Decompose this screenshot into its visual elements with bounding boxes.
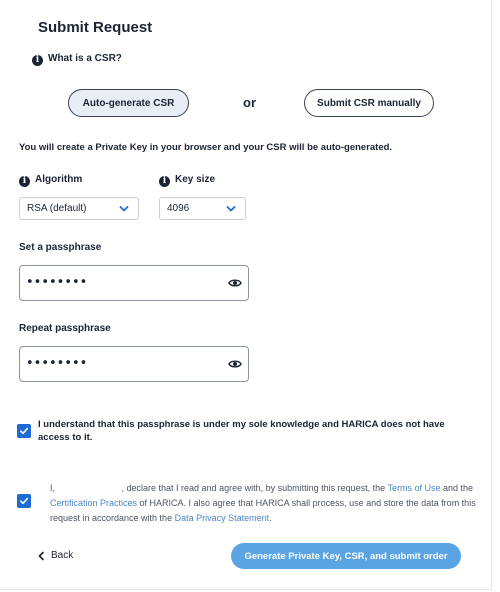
algorithm-selected-value: RSA (default) <box>27 203 87 214</box>
back-button[interactable] <box>37 550 73 561</box>
check-icon <box>19 426 29 436</box>
terms-of-use-link[interactable]: Terms of Use <box>387 483 441 493</box>
declaration-checkbox[interactable] <box>17 494 31 508</box>
declaration-part-4: of HARICA. I also agree that HARICA shall process, use and store the data from this request in accordance with the <box>50 498 476 523</box>
declaration-part-3: and the <box>440 483 474 493</box>
repeat-passphrase-value: •••••••• <box>26 356 88 371</box>
or-separator: or <box>243 95 256 110</box>
certification-practices-link[interactable]: Certification Practices <box>50 498 138 508</box>
algorithm-label-row <box>19 174 82 187</box>
passphrase-input[interactable] <box>19 265 249 301</box>
auto-generate-description: You will create a Private Key in your browser and your CSR will be auto-generated. <box>19 142 393 153</box>
info-icon: i <box>19 176 30 187</box>
key-size-selected-value: 4096 <box>167 203 190 214</box>
algorithm-select[interactable] <box>19 197 139 220</box>
acknowledge-checkbox[interactable] <box>17 424 31 438</box>
declaration-part-5: . <box>269 513 272 523</box>
key-size-select[interactable] <box>159 197 246 220</box>
submit-csr-manually-button[interactable]: Submit CSR manually <box>304 89 434 117</box>
chevron-down-icon <box>226 204 236 214</box>
eye-icon[interactable] <box>228 358 242 370</box>
passphrase-label: Set a passphrase <box>19 242 102 253</box>
eye-icon[interactable] <box>228 277 242 289</box>
check-icon <box>19 496 29 506</box>
auto-generate-csr-button[interactable]: Auto-generate CSR <box>68 89 189 117</box>
declaration-part-1: I, <box>50 483 58 493</box>
repeat-passphrase-input[interactable] <box>19 346 249 382</box>
info-icon: i <box>159 176 170 187</box>
repeat-passphrase-label: Repeat passphrase <box>19 323 111 334</box>
generate-and-submit-button[interactable]: Generate Private Key, CSR, and submit order <box>231 543 461 569</box>
key-size-label: Key size <box>175 174 216 185</box>
passphrase-value: •••••••• <box>26 275 88 290</box>
data-privacy-statement-link[interactable]: Data Privacy Statement <box>174 513 270 523</box>
declaration-text <box>50 481 480 526</box>
acknowledge-text: I understand that this passphrase is under my sole knowledge and HARICA does not have access to it. <box>38 419 445 443</box>
info-icon: i <box>32 55 43 66</box>
what-is-csr-link[interactable] <box>32 53 122 66</box>
back-label: Back <box>51 550 74 561</box>
key-size-label-row <box>159 174 215 187</box>
what-is-csr-label: What is a CSR? <box>48 53 122 64</box>
chevron-left-icon <box>37 551 45 561</box>
algorithm-label: Algorithm <box>35 174 83 185</box>
chevron-down-icon <box>119 204 129 214</box>
page-title: Submit Request <box>38 19 153 36</box>
declaration-part-2: , declare that I read and agree with, by submitting this request, the <box>121 483 388 493</box>
